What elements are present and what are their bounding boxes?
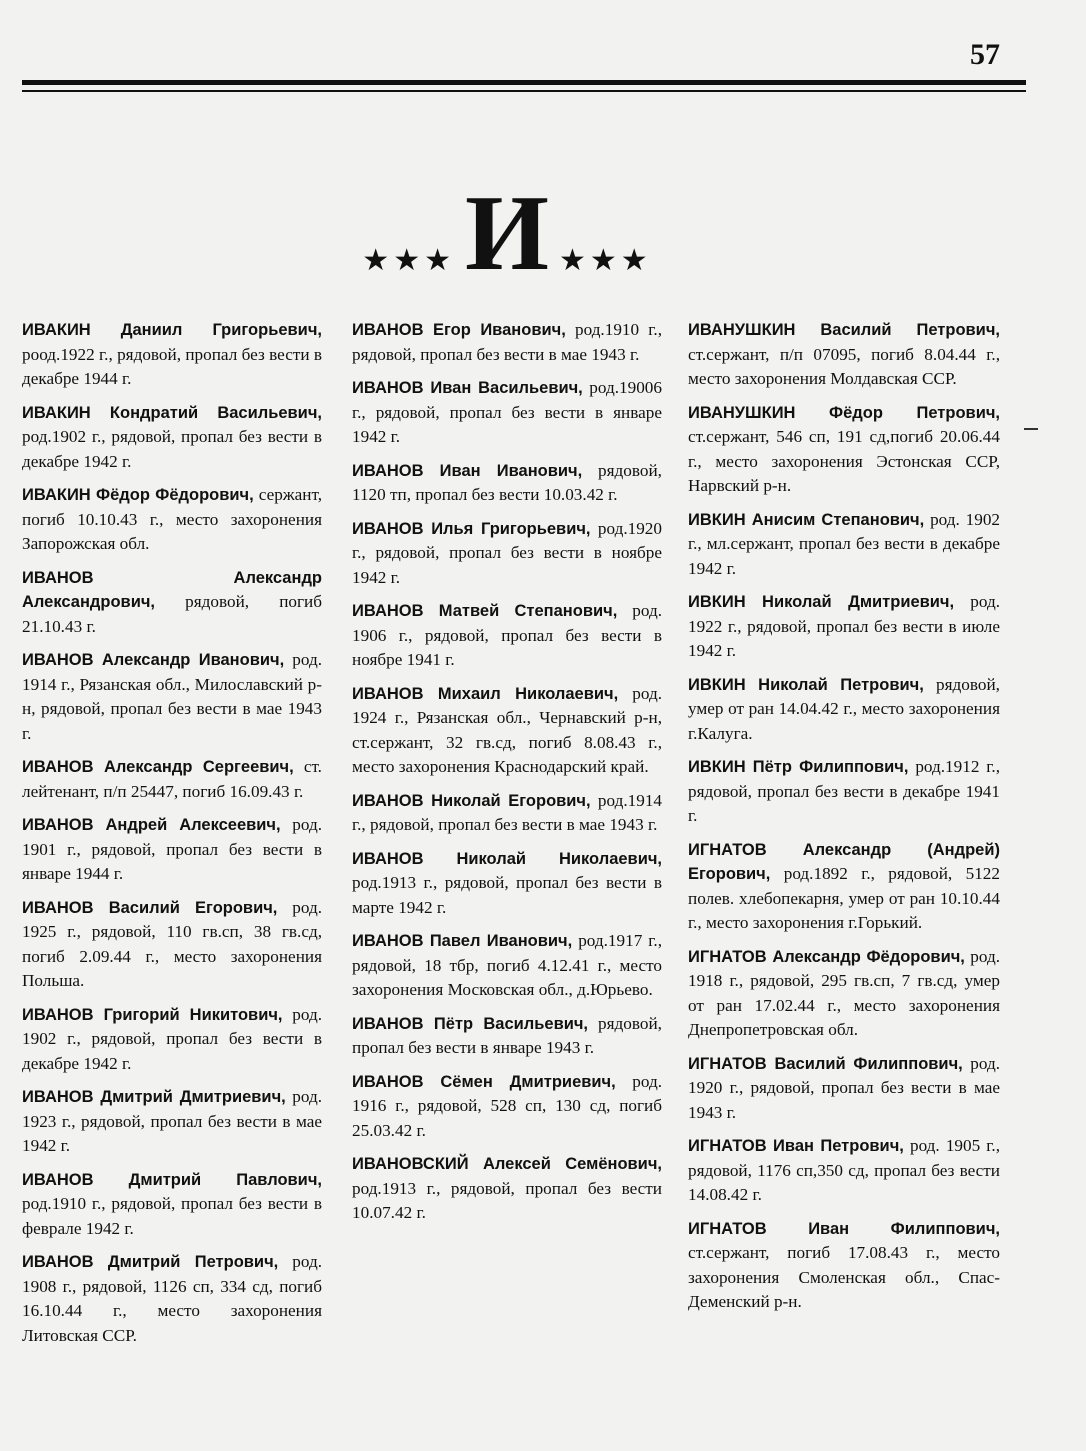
entry bbox=[22, 566, 322, 640]
stars-left: ★★★ bbox=[362, 244, 455, 277]
entry-details: род. 1925 г., рядовой, 110 гв.сп, 38 гв.сд, погиб 2.09.44 г., место захоронения Польша. bbox=[22, 897, 322, 990]
entry bbox=[22, 648, 322, 746]
entry-details: род. 1920 г., рядовой, пропал без вести в мае 1943 г. bbox=[688, 1053, 1000, 1122]
entry bbox=[352, 929, 662, 1003]
entry-details: род. 1914 г., Рязанская обл., Милославский р-н, рядовой, пропал без вести в мае 1943 г. bbox=[22, 650, 322, 743]
entry bbox=[352, 682, 662, 780]
entry bbox=[22, 896, 322, 994]
entry bbox=[22, 1250, 322, 1348]
entry bbox=[22, 1003, 322, 1077]
entry bbox=[352, 1012, 662, 1061]
entry-details: род. 1918 г., рядовой, 295 гв.сп, 7 гв.сд, умер от ран 17.02.44 г., место захоронения Днепропетровская обл. bbox=[688, 946, 1001, 1039]
entry bbox=[688, 318, 1000, 392]
entry bbox=[22, 1085, 322, 1159]
entry-name: ИВАНОВ Иван Васильевич, bbox=[352, 379, 583, 397]
entry-details: род.1914 г., рядовой, пропал без вести в мае 1943 г. bbox=[352, 790, 663, 834]
entry-details: род.1910 г., рядовой, пропал без вести в феврале 1942 г. bbox=[22, 1194, 322, 1238]
entry bbox=[688, 1134, 1000, 1208]
entry-details: рядовой, пропал без вести в январе 1943 г. bbox=[352, 1013, 662, 1057]
entry-name: ИВАНОВ Иван Иванович, bbox=[352, 461, 583, 480]
entry-name: ИВАНОВ Василий Егорович, bbox=[22, 898, 278, 917]
entry-name: ИВКИН Николай Дмитриевич, bbox=[688, 593, 955, 611]
header-rule-thick bbox=[22, 80, 1026, 85]
entry-name: ИВКИН Пётр Филиппович, bbox=[688, 758, 909, 776]
entry-name: ИВАНОВ Дмитрий Петрович, bbox=[22, 1253, 279, 1271]
entry-details: род.19006 г., рядовой, пропал без вести в январе 1942 г. bbox=[352, 378, 662, 446]
entry-details: род. 1923 г., рядовой, пропал без вести в мае 1942 г. bbox=[22, 1087, 323, 1155]
entry bbox=[352, 318, 662, 367]
entry-details: род. 1922 г., рядовой, пропал без вести в июле 1942 г. bbox=[688, 592, 1000, 660]
entry bbox=[352, 789, 662, 838]
entry-name: ИВАНУШКИН Фёдор Петрович, bbox=[688, 403, 1000, 422]
entry-name: ИВАНОВ Сёмен Дмитриевич, bbox=[352, 1072, 616, 1091]
margin-mark bbox=[1024, 428, 1038, 430]
entry bbox=[22, 755, 322, 804]
entry-details: род.1912 г., рядовой, пропал без вести в декабре 1941 г. bbox=[688, 757, 1000, 825]
entry-name: ИВКИН Анисим Степанович, bbox=[688, 510, 925, 529]
entry-details: род. 1908 г., рядовой, 1126 сп, 334 сд, погиб 16.10.44 г., место захоронения Литовская ССР. bbox=[22, 1252, 322, 1345]
entry-name: ИВАНОВСКИЙ Алексей Семёнович, bbox=[352, 1155, 662, 1173]
entry-details: рядовой, умер от ран 14.04.42 г., место захоронения г.Калуга. bbox=[688, 674, 1000, 743]
entry bbox=[352, 1070, 662, 1144]
section-letter: И bbox=[464, 174, 549, 294]
entry bbox=[688, 401, 1000, 499]
entry bbox=[352, 376, 662, 450]
entry-name: ИВАНОВ Григорий Никитович, bbox=[22, 1005, 283, 1024]
entry-name: ИВАНОВ Дмитрий Павлович, bbox=[22, 1170, 322, 1189]
entry bbox=[688, 945, 1000, 1043]
entry bbox=[688, 1217, 1000, 1315]
entry-name: ИГНАТОВ Иван Петрович, bbox=[688, 1137, 904, 1155]
entry-name: ИВАНОВ Пётр Васильевич, bbox=[352, 1014, 589, 1033]
entry-name: ИВАНОВ Александр Иванович, bbox=[22, 651, 285, 669]
entry-details: род. 1906 г., рядовой, пропал без вести в ноябре 1941 г. bbox=[352, 601, 662, 669]
entry-details: ст.сержант, погиб 17.08.43 г., место захоронения Смоленская обл., Спас-Деменский р-н. bbox=[688, 1243, 1000, 1311]
entry-name: ИВАНОВ Егор Иванович, bbox=[352, 321, 566, 339]
entry-details: род. 1924 г., Рязанская обл., Чернавский р-н, ст.сержант, 32 гв.сд, погиб 8.08.43 г., место захоронения Краснодарский край. bbox=[352, 683, 662, 776]
entry bbox=[352, 459, 662, 508]
entry bbox=[352, 847, 662, 921]
entry-name: ИВАНОВ Андрей Алексеевич, bbox=[22, 816, 281, 834]
entry bbox=[352, 517, 662, 591]
entry bbox=[22, 483, 322, 557]
section-letter-heading bbox=[352, 174, 662, 294]
entry-details: род.1902 г., рядовой, пропал без вести в декабре 1942 г. bbox=[22, 427, 322, 471]
entry-name: ИВАНОВ Николай Николаевич, bbox=[352, 849, 662, 868]
entry-details: род. 1901 г., рядовой, пропал без вести в январе 1944 г. bbox=[22, 815, 322, 883]
entry-details: род. 1916 г., рядовой, 528 сп, 130 сд, погиб 25.03.42 г. bbox=[352, 1071, 662, 1140]
entry-name: ИВАКИН Кондратий Васильевич, bbox=[22, 403, 322, 422]
stars-right: ★★★ bbox=[559, 244, 652, 277]
header-rule-thin bbox=[22, 90, 1026, 92]
entry bbox=[352, 1152, 662, 1226]
entry-details: род.1913 г., рядовой, пропал без вести в марте 1942 г. bbox=[352, 873, 662, 917]
column-1 bbox=[22, 318, 322, 1357]
entry-name: ИГНАТОВ Александр (Андрей) Егорович, bbox=[688, 840, 1000, 883]
entry-name: ИГНАТОВ Александр Фёдорович, bbox=[688, 947, 965, 966]
entry bbox=[688, 673, 1000, 747]
entry-details: сержант, погиб 10.10.43 г., место захоронения Запорожская обл. bbox=[22, 485, 323, 553]
entry bbox=[22, 401, 322, 475]
entry-name: ИВАНОВ Александр Александрович, bbox=[22, 568, 322, 611]
entry-name: ИГНАТОВ Иван Филиппович, bbox=[688, 1219, 1000, 1238]
entry-details: ст.сержант, п/п 07095, погиб 8.04.44 г., место захоронения Молдавская ССР. bbox=[688, 344, 1000, 388]
entry-name: ИВАНОВ Павел Иванович, bbox=[352, 932, 573, 950]
entry bbox=[22, 813, 322, 887]
entry-details: ст.сержант, 546 сп, 191 сд,погиб 20.06.44 г., место захоронения Эстонская ССР, Нарвский р-н. bbox=[688, 427, 1000, 495]
entry-details: род. 1902 г., мл.сержант, пропал без вести в декабре 1942 г. bbox=[688, 509, 1001, 578]
entry bbox=[688, 590, 1000, 664]
column-2 bbox=[352, 318, 662, 1235]
entry-details: рядовой, погиб 21.10.43 г. bbox=[22, 592, 322, 636]
entry-details: ст. лейтенант, п/п 25447, погиб 16.09.43 г. bbox=[22, 757, 322, 801]
entry-details: род. 1905 г., рядовой, 1176 сп,350 сд, пропал без вести 14.08.42 г. bbox=[688, 1136, 1001, 1204]
entry-details: рядовой, 1120 тп, пропал без вести 10.03.42 г. bbox=[352, 460, 662, 504]
entry-details: род.1913 г., рядовой, пропал без вести 10.07.42 г. bbox=[352, 1178, 662, 1222]
entry-name: ИВАНОВ Дмитрий Дмитриевич, bbox=[22, 1088, 286, 1106]
column-3 bbox=[688, 318, 1000, 1324]
entry-name: ИВКИН Николай Петрович, bbox=[688, 675, 924, 694]
entry-name: ИВАНОВ Александр Сергеевич, bbox=[22, 758, 294, 776]
entry bbox=[352, 599, 662, 673]
entry bbox=[22, 318, 322, 392]
entry-name: ИВАНОВ Илья Григорьевич, bbox=[352, 519, 591, 538]
entry bbox=[688, 508, 1000, 582]
entry-name: ИВАНУШКИН Василий Петрович, bbox=[688, 321, 1000, 339]
entry-details: роод.1922 г., рядовой, пропал без вести в декабре 1944 г. bbox=[22, 344, 322, 388]
entry-details: род.1917 г., рядовой, 18 тбр, погиб 4.12.41 г., место захоронения Московская обл., д.Юрьево. bbox=[352, 931, 662, 999]
entry-name: ИВАНОВ Михаил Николаевич, bbox=[352, 684, 619, 703]
entry-name: ИГНАТОВ Василий Филиппович, bbox=[688, 1054, 963, 1073]
entry bbox=[688, 1052, 1000, 1126]
entry-name: ИВАНОВ Николай Егорович, bbox=[352, 791, 591, 810]
entry-name: ИВАКИН Фёдор Фёдорович, bbox=[22, 486, 254, 504]
entry-name: ИВАНОВ Матвей Степанович, bbox=[352, 602, 618, 620]
entry-details: род.1920 г., рядовой, пропал без вести в ноябре 1942 г. bbox=[352, 518, 662, 587]
entry-details: род. 1902 г., рядовой, пропал без вести в декабре 1942 г. bbox=[22, 1004, 322, 1073]
entry bbox=[22, 1168, 322, 1242]
entry bbox=[688, 755, 1000, 829]
entry bbox=[688, 838, 1000, 936]
entry-details: род.1910 г., рядовой, пропал без вести в мае 1943 г. bbox=[352, 320, 663, 364]
entry-details: род.1892 г., рядовой, 5122 полев. хлебопекарня, умер от ран 10.10.44 г., место захоронения г.Горький. bbox=[688, 864, 1000, 932]
page-number: 57 bbox=[970, 38, 1000, 71]
entry-name: ИВАКИН Даниил Григорьевич, bbox=[22, 321, 322, 339]
